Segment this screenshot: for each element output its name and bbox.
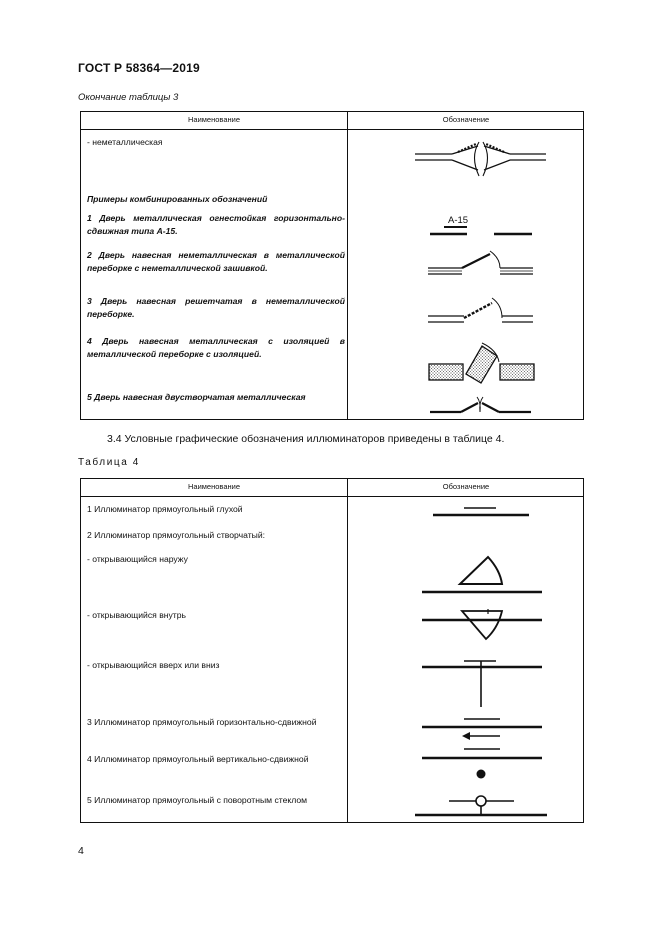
symbol-porthole-open-updown — [422, 661, 542, 707]
table3-col-symbol: Обозначение — [442, 115, 490, 124]
table3-row-item1: 1 Дверь металлическая огнестойкая горизонтально-сдвижная типа А-15. — [87, 213, 345, 236]
symbol-porthole-fixed — [433, 508, 529, 515]
table4-col-name: Наименование — [188, 482, 240, 491]
symbol-porthole-vertical-sliding — [422, 749, 542, 779]
table3-row-item4: 4 Дверь навесная металлическая с изоляцией в металлической переборке с изоляцией. — [87, 336, 345, 359]
table4-caption: Таблица 4 — [78, 457, 140, 468]
table4-row-item4: 4 Иллюминатор прямоугольный вертикально-сдвижной — [87, 754, 309, 764]
table4-row-item2: 2 Иллюминатор прямоугольный створчатый: — [87, 530, 266, 540]
symbol-porthole-open-out — [422, 557, 542, 592]
table4-row-item1: 1 Иллюминатор прямоугольный глухой — [87, 504, 243, 514]
table3-examples-heading: Примеры комбинированных обозначений — [87, 194, 268, 204]
table3-col-name: Наименование — [188, 115, 240, 124]
document-header: ГОСТ Р 58364—2019 — [78, 61, 200, 75]
symbol-porthole-horizontal-sliding — [422, 719, 542, 740]
symbol-a15-label: А-15 — [448, 215, 469, 226]
table4-row-item5: 5 Иллюминатор прямоугольный с поворотным стеклом — [87, 795, 308, 805]
table4-row-open-in: - открывающийся внутрь — [87, 610, 186, 620]
table4-row-open-out: - открывающийся наружу — [87, 554, 188, 564]
table3-row-item3: 3 Дверь навесная решетчатая в неметаллической переборке. — [87, 296, 345, 319]
table3-row-item2: 2 Дверь навесная неметаллическая в металлической переборке с неметаллической зашивкой. — [87, 250, 345, 273]
paragraph-3-4: 3.4 Условные графические обозначения иллюминаторов приведены в таблице 4. — [107, 433, 505, 445]
table4-col-symbol: Обозначение — [442, 482, 490, 491]
symbol-porthole-open-in — [422, 609, 542, 639]
table4-row-item3: 3 Иллюминатор прямоугольный горизонтально-сдвижной — [87, 717, 317, 727]
page-number: 4 — [78, 845, 84, 857]
table3-caption: Окончание таблицы 3 — [78, 92, 179, 103]
table3-row-item5: 5 Дверь навесная двустворчатая металлическая — [87, 392, 306, 402]
symbol-porthole-rotating-glass — [415, 796, 547, 815]
table4-row-open-updown: - открывающийся вверх или вниз — [87, 660, 220, 670]
table3-row-nonmetal: - неметаллическая — [87, 137, 163, 147]
